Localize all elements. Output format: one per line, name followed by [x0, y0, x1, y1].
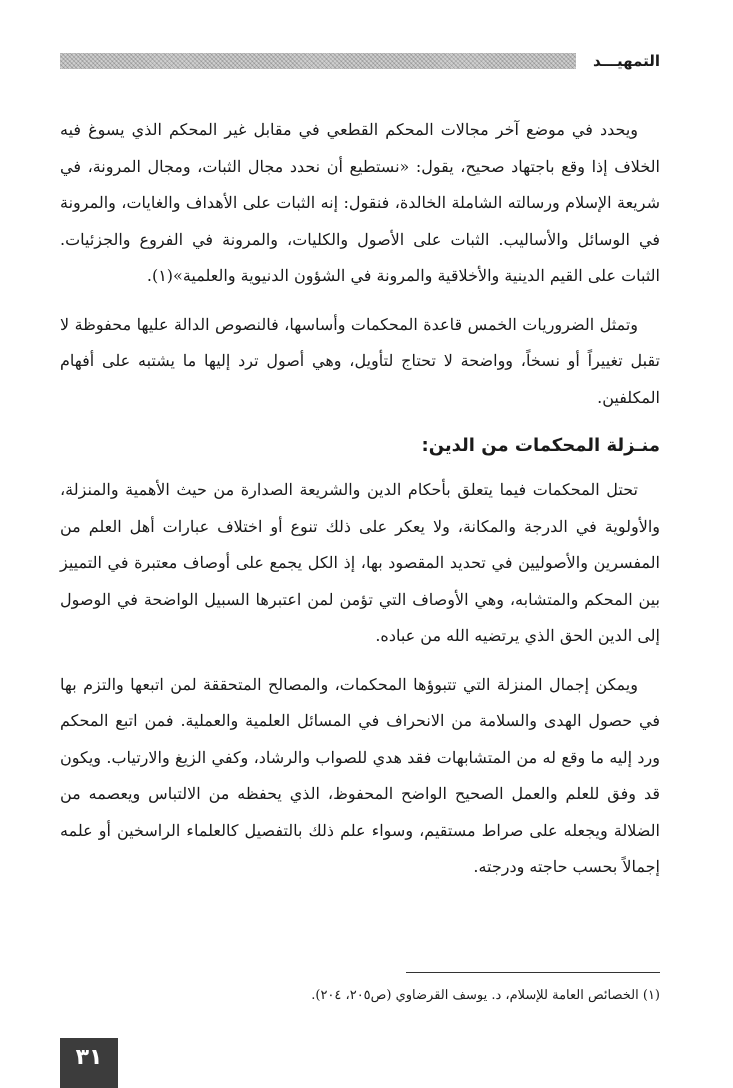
page-body — [60, 112, 660, 898]
paragraph-3: تحتل المحكمات فيما يتعلق بأحكام الدين والشريعة الصدارة من حيث الأهمية والمنزلة، والأولوية في الدرجة والمكانة، ولا يعكر على ذلك تنوع أو اختلاف عبارات أهل العلم من المفسرين والأصوليين في تحديد المقصود بها، إذ الكل يجمع على أوصاف معتبرة في التمييز بين المحكم والمتشابه، وهي الأوصاف التي تؤمن لمن اعتبرها السبيل الواضحة في الوصول إلى الدين الحق الذي يرتضيه الله من عباده. — [60, 480, 660, 645]
footnote: (١) الخصائص العامة للإسلام، د. يوسف القرضاوي (ص٢٠٥، ٢٠٤). — [311, 988, 660, 1003]
paragraph-4: ويمكن إجمال المنزلة التي تتبوؤها المحكمات، والمصالح المتحققة لمن اتبعها والتزم بها في حصول الهدى والسلامة من الانحراف في المسائل العلمية والعملية. فمن اتبع المحكم ورد إليه ما وقع له من المتشابهات فقد هدي للصواب والرشاد، وكفي الزيغ والارتياب. ويكون قد وفق للعلم والعمل الصحيح الواضح المحفوظ، الذي يحفظه من الالتباس ويعصمه من الضلالة ويجعله على صراط مستقيم، وسواء علم ذلك بالتفصيل كالعلماء الراسخين أو علمه إجمالاً بحسب حاجته ودرجته. — [60, 674, 660, 876]
page-number: ٣١ — [60, 1038, 118, 1088]
header-ornament-bar — [60, 53, 576, 69]
paragraph-2: وتمثل الضروريات الخمس قاعدة المحكمات وأساسها، فالنصوص الدالة عليها محفوظة لا تقبل تغييراً أو نسخاً، وواضحة لا تحتاج لتأويل، وهي أصول ترد إليها ما يشتبه على أفهام المكلفين. — [60, 314, 660, 407]
section-heading: منـزلة المحكمات من الدين: — [421, 435, 660, 456]
footnote-divider — [406, 972, 660, 973]
running-header — [60, 50, 660, 72]
paragraph-1: ويحدد في موضع آخر مجالات المحكم القطعي في مقابل غير المحكم الذي يسوغ فيه الخلاف إذا وقع باجتهاد صحيح، يقول: «نستطيع أن نحدد مجال الثبات، ومجال المرونة، في شريعة الإسلام ورسالته الشاملة الخالدة، فنقول: إنه الثبات على الأهداف والغايات، والمرونة في الوسائل والأساليب. الثبات على الأصول والكليات، والمرونة في الفروع والجزئيات. الثبات على القيم الدينية والأخلاقية والمرونة في الشؤون الدنيوية والعلمية»(١). — [60, 120, 661, 285]
header-title: التمهيـــد — [592, 52, 660, 70]
